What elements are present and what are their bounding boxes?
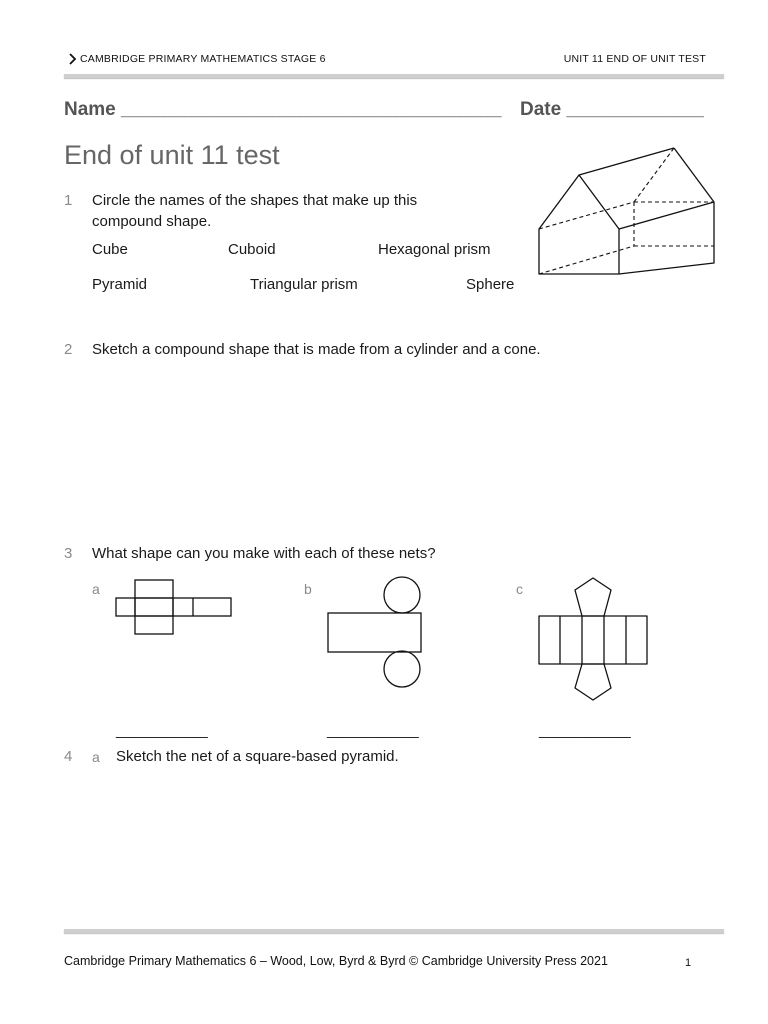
- q1-number: 1: [64, 192, 73, 209]
- header-rule: [64, 74, 724, 78]
- q3-text: What shape can you make with each of these nets?: [92, 545, 436, 562]
- name-field[interactable]: ____________________________________: [121, 99, 502, 120]
- chevron-right-icon: [68, 53, 77, 65]
- header-unit: UNIT 11 END OF UNIT TEST: [563, 53, 706, 65]
- q3-answer-a[interactable]: ___________: [116, 722, 208, 739]
- name-label: Name: [64, 99, 116, 120]
- q1-text-line2: compound shape.: [92, 213, 212, 230]
- q3-answer-c[interactable]: ___________: [539, 722, 631, 739]
- q2-text: Sketch a compound shape that is made from a cylinder and a cone.: [92, 341, 541, 358]
- header-series-text: CAMBRIDGE PRIMARY MATHEMATICS STAGE 6: [80, 53, 326, 65]
- q3-part-c-label: c: [516, 581, 523, 597]
- page-number: 1: [685, 957, 692, 969]
- q1-option-triangular-prism[interactable]: Triangular prism: [250, 276, 358, 293]
- q1-option-cube[interactable]: Cube: [92, 241, 128, 258]
- compound-shape-figure: [535, 145, 720, 277]
- q4-part-a-label: a: [92, 749, 100, 765]
- footer-credit: Cambridge Primary Mathematics 6 – Wood, Low, Byrd & Byrd © Cambridge University Press 2021: [64, 954, 608, 968]
- q4-text: Sketch the net of a square-based pyramid.: [116, 748, 399, 765]
- q1-option-sphere[interactable]: Sphere: [466, 276, 515, 293]
- q1-text-line1: Circle the names of the shapes that make up this: [92, 192, 418, 209]
- q4-number: 4: [64, 748, 73, 765]
- q1-option-pyramid[interactable]: Pyramid: [92, 276, 148, 293]
- net-b-cylinder-figure: [325, 575, 425, 690]
- footer-rule: [64, 929, 724, 933]
- date-field[interactable]: _____________: [566, 99, 704, 120]
- q3-part-b-label: b: [304, 581, 312, 597]
- q3-answer-b[interactable]: ___________: [327, 722, 419, 739]
- q2-number: 2: [64, 341, 73, 358]
- page-title: End of unit 11 test: [64, 140, 280, 170]
- q1-option-hexagonal-prism[interactable]: Hexagonal prism: [378, 241, 491, 258]
- q1-option-cuboid[interactable]: Cuboid: [228, 241, 276, 258]
- date-label: Date: [520, 99, 562, 120]
- header-series: [68, 53, 326, 65]
- net-a-cube-figure: [114, 578, 234, 636]
- q1-text: [92, 190, 417, 232]
- net-c-hexagonal-prism-figure: [536, 575, 651, 703]
- q3-part-a-label: a: [92, 581, 100, 597]
- q3-number: 3: [64, 545, 73, 562]
- name-date-line: [64, 99, 709, 121]
